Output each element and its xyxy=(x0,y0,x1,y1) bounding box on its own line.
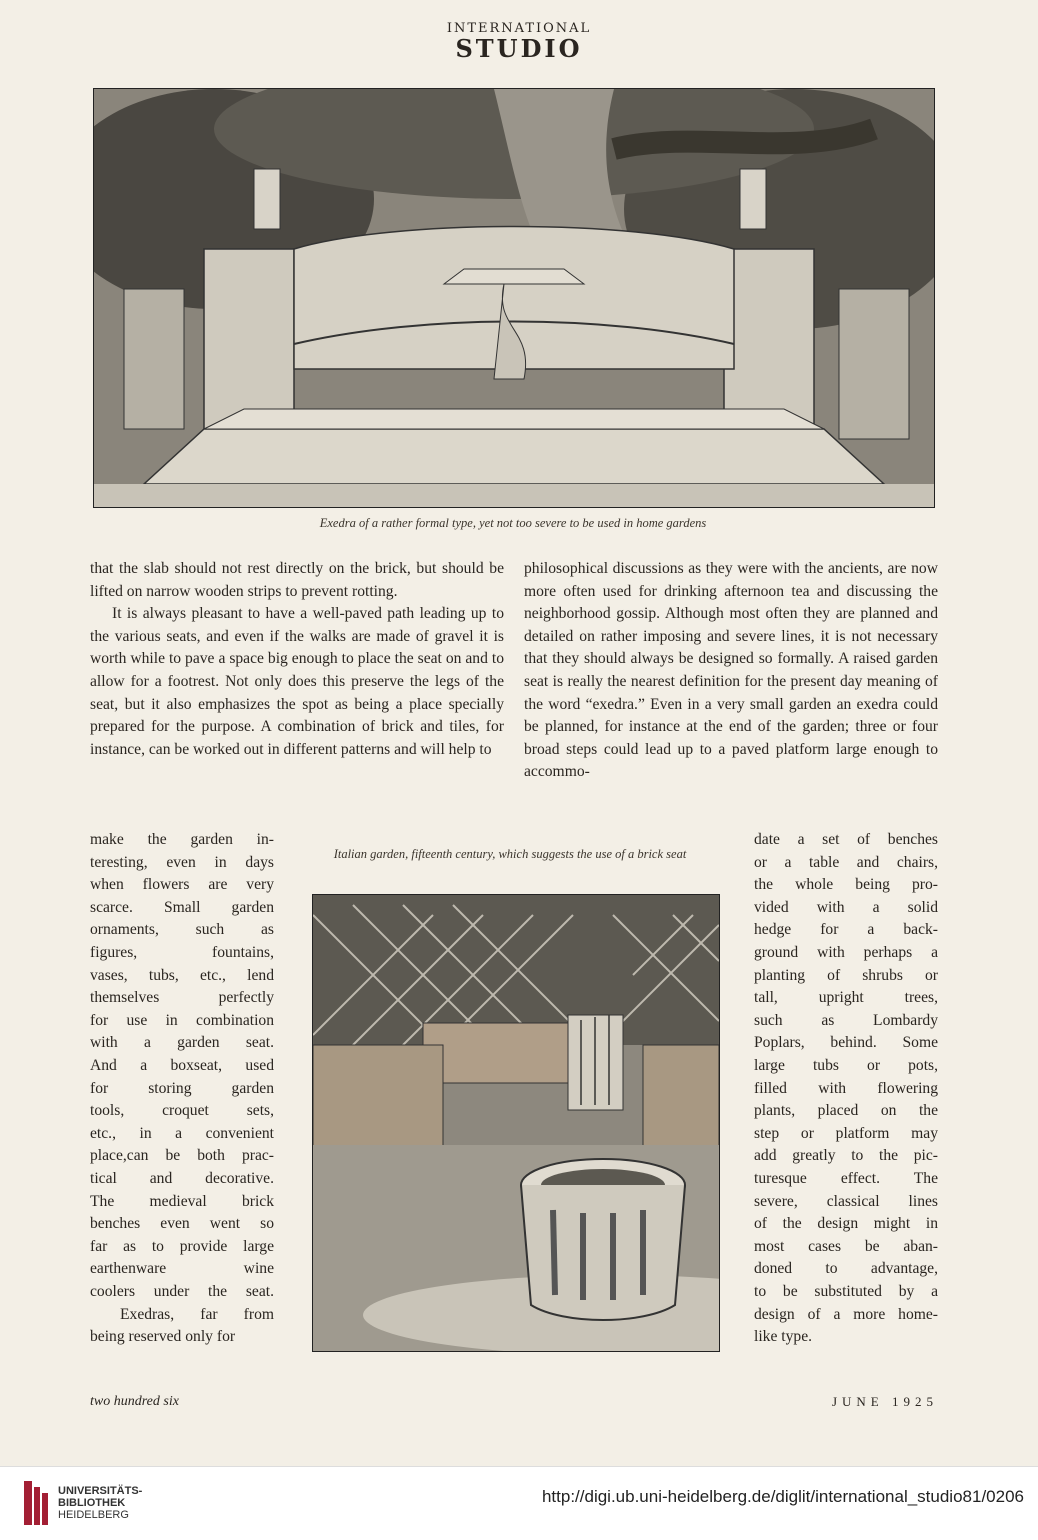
text-line: design of a more home- xyxy=(754,1306,938,1323)
text-line: for storing garden xyxy=(90,1080,274,1097)
text-line: most cases be aban- xyxy=(754,1238,938,1255)
text-line: to be substituted by a xyxy=(754,1283,938,1300)
text-line: tical and decorative. xyxy=(90,1170,274,1187)
exedra-caption: Exedra of a rather formal type, yet not too severe to be used in home gardens xyxy=(319,516,707,530)
text-line: being reserved only for xyxy=(90,1328,236,1345)
text-line: And a boxseat, used xyxy=(90,1057,274,1074)
issue-date: JUNE 1925 xyxy=(831,1394,938,1409)
source-url-link[interactable]: http://digi.ub.uni-heidelberg.de/diglit/international_studio81/0206 xyxy=(541,1487,1024,1506)
paragraph: philosophical discussions as they were with the ancients, are now more often used for drinking afternoon tea and discussing the neighborhood gossip. Although most often they are planned and detailed on rather imposing and severe lines, it is not necessary that they should always be designed so formally. A raised garden seat is really the nearest definition for the present day meaning of the word “exedra.” Even in a very small garden an exedra could be planned, for instance at the end of the garden; three or four broad steps could lead up to a paved platform large enough to accommo- xyxy=(524,560,938,781)
exedra-illustration xyxy=(93,88,935,508)
paragraph: It is always pleasant to have a well-paved path leading up to the various seats, and even if the walks are made of gravel it is worth while to pave a space big enough to place the seat on and to allow for a footrest. Not only does this preserve the legs of the seat, but it also emphasizes the spot as being a place specially prepared for the purpose. A combination of brick and tiles, for instance, can be worked out in different patterns and will help to xyxy=(90,605,504,758)
university-library-logo-icon xyxy=(24,1481,50,1525)
text-line: step or platform may xyxy=(754,1125,938,1142)
text-line: etc., in a convenient xyxy=(90,1125,274,1142)
text-line: benches even went so xyxy=(90,1215,274,1232)
text-line: vided with a solid xyxy=(754,899,938,916)
text-line: severe, classical lines xyxy=(754,1193,938,1210)
italian-garden-illustration xyxy=(312,894,720,1352)
right-column-text xyxy=(524,558,938,784)
text-line: place,can be both prac- xyxy=(90,1147,274,1164)
text-line: ground with perhaps a xyxy=(754,944,938,961)
text-line: planting of shrubs or xyxy=(754,967,938,984)
masthead-studio: STUDIO xyxy=(455,34,583,63)
text-line: the whole being pro- xyxy=(754,876,938,893)
text-line: like type. xyxy=(754,1328,813,1345)
text-line: vases, tubs, etc., lend xyxy=(90,967,274,984)
text-line: tall, upright trees, xyxy=(754,989,938,1006)
library-banner xyxy=(0,1466,1038,1540)
text-line: teresting, even in days xyxy=(90,854,274,871)
page-number-words: two hundred six xyxy=(90,1394,179,1409)
text-line: when flowers are very xyxy=(90,876,274,893)
text-line: large tubs or pots, xyxy=(754,1057,938,1074)
text-line: ornaments, such as xyxy=(90,921,274,938)
text-line: far as to provide large xyxy=(90,1238,274,1255)
text-line: Exedras, far from xyxy=(120,1306,274,1323)
italian-garden-caption: Italian garden, fifteenth century, which suggests the use of a brick seat xyxy=(333,847,687,861)
text-line: figures, fountains, xyxy=(90,944,274,961)
text-line: tools, croquet sets, xyxy=(90,1102,274,1119)
text-line: turesque effect. The xyxy=(754,1170,938,1187)
text-line: earthenware wine xyxy=(90,1260,274,1277)
text-line: filled with flowering xyxy=(754,1080,938,1097)
text-line: such as Lombardy xyxy=(754,1012,938,1029)
text-line: make the garden in- xyxy=(90,831,274,848)
text-line: with a garden seat. xyxy=(90,1034,274,1051)
text-line: doned to advantage, xyxy=(754,1260,938,1277)
masthead xyxy=(0,22,1038,62)
exedra-drawing xyxy=(94,89,934,507)
paragraph: that the slab should not rest directly on the brick, but should be lifted on narrow wooden strips to prevent rotting. xyxy=(90,560,504,600)
text-line: of the design might in xyxy=(754,1215,938,1232)
text-line: The medieval brick xyxy=(90,1193,274,1210)
library-name: UNIVERSITÄTS- BIBLIOTHEK HEIDELBERG xyxy=(58,1485,143,1521)
text-line: themselves perfectly xyxy=(90,989,274,1006)
left-column-text xyxy=(90,558,504,761)
text-line: for use in combination xyxy=(90,1012,274,1029)
masthead-international: INTERNATIONAL xyxy=(446,21,592,36)
text-line: scarce. Small garden xyxy=(90,899,274,916)
text-line: Poplars, behind. Some xyxy=(754,1034,938,1051)
text-line: add greatly to the pic- xyxy=(754,1147,938,1164)
text-line: hedge for a back- xyxy=(754,921,938,938)
text-line: or a table and chairs, xyxy=(754,854,938,871)
text-line: date a set of benches xyxy=(754,831,938,848)
italian-garden-drawing xyxy=(313,895,719,1351)
text-line: coolers under the seat. xyxy=(90,1283,274,1300)
text-line: plants, placed on the xyxy=(754,1102,938,1119)
